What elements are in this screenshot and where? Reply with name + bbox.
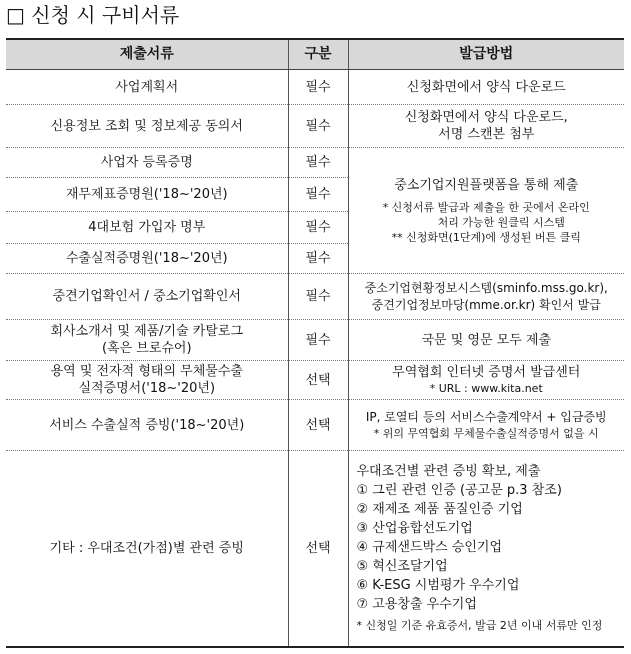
table-row — [6, 320, 624, 361]
table-row — [6, 361, 624, 400]
list-item: ① 그린 관련 인증 (공고문 p.3 참조) — [356, 482, 562, 498]
doc-cell: 수출실적증명원('18~'20년) — [6, 244, 288, 274]
other-method-note: * 신청일 기준 유효증서, 발급 2년 이내 서류만 인정 — [356, 618, 603, 632]
doc-line: (혹은 브로슈어) — [101, 341, 192, 356]
table-row — [6, 70, 624, 105]
doc-cell: 기타 : 우대조건(가점)별 관련 증빙 — [6, 451, 288, 647]
doc-cell: 서비스 수출실적 증빙('18~'20년) — [6, 400, 288, 451]
doc-cell: 사업자 등록증명 — [6, 148, 288, 178]
method-note: * URL : www.kita.net — [429, 382, 543, 395]
header-doc: 제출서류 — [6, 39, 288, 70]
type-cell: 선택 — [288, 400, 348, 451]
method-line: 서명 스캔본 첨부 — [438, 127, 535, 142]
method-cell: 국문 및 영문 모두 제출 — [348, 320, 624, 361]
table-row — [6, 274, 624, 320]
list-item: ③ 산업융합선도기업 — [356, 520, 473, 536]
doc-cell: 사업계획서 — [6, 70, 288, 105]
type-cell: 선택 — [288, 451, 348, 647]
type-cell: 필수 — [288, 244, 348, 274]
table-header-row — [6, 39, 624, 70]
type-cell: 필수 — [288, 148, 348, 178]
platform-note-1: * 신청서류 발급과 제출을 한 곳에서 온라인 — [382, 200, 590, 214]
doc-cell: 4대보험 가입자 명부 — [6, 212, 288, 244]
other-method-list — [353, 462, 621, 635]
method-line: IP, 로열티 등의 서비스수출계약서 + 입금증빙 — [365, 410, 607, 424]
method-note: * 위의 무역협회 무체물수출실적증명서 없을 시 — [373, 427, 599, 440]
platform-method-head: 중소기업지원플랫폼을 통해 제출 — [394, 177, 579, 193]
type-cell: 선택 — [288, 361, 348, 400]
table-row — [6, 105, 624, 148]
type-cell: 필수 — [288, 274, 348, 320]
table-row — [6, 148, 624, 178]
doc-cell — [6, 361, 288, 400]
list-item: ⑥ K-ESG 시범평가 우수기업 — [356, 577, 520, 593]
required-documents-table — [6, 38, 624, 648]
method-line: 신청화면에서 양식 다운로드, — [404, 110, 568, 125]
header-method: 발급방법 — [348, 39, 624, 70]
type-cell: 필수 — [288, 320, 348, 361]
doc-cell: 신용정보 조회 및 정보제공 동의서 — [6, 105, 288, 148]
type-cell: 필수 — [288, 105, 348, 148]
type-cell: 필수 — [288, 70, 348, 105]
doc-cell: 중견기업확인서 / 중소기업확인서 — [6, 274, 288, 320]
header-type: 구분 — [288, 39, 348, 70]
table-row — [6, 451, 624, 647]
platform-method-cell — [348, 148, 624, 274]
method-cell: 신청화면에서 양식 다운로드 — [348, 70, 624, 105]
list-item: ② 재제조 제품 품질인증 기업 — [356, 501, 523, 517]
method-cell — [348, 105, 624, 148]
other-method-head: 우대조건별 관련 증빙 확보, 제출 — [356, 463, 541, 479]
platform-note-2: ** 신청화면(1단계)에 생성된 버튼 클릭 — [391, 230, 581, 244]
section-title: □ 신청 시 구비서류 — [6, 3, 180, 27]
method-line: 무역협회 인터넷 증명서 발급센터 — [392, 365, 581, 380]
doc-cell — [6, 320, 288, 361]
list-item: ⑤ 혁신조달기업 — [356, 558, 448, 574]
list-item: ④ 규제샌드박스 승인기업 — [356, 539, 502, 555]
method-cell — [348, 274, 624, 320]
table-row — [6, 400, 624, 451]
doc-line: 회사소개서 및 제품/기술 카탈로그 — [50, 324, 244, 339]
method-cell — [348, 400, 624, 451]
method-cell — [348, 361, 624, 400]
doc-cell: 재무제표증명원('18~'20년) — [6, 178, 288, 212]
method-line: 중견기업정보마당(mme.or.kr) 확인서 발급 — [371, 297, 601, 312]
list-item: ⑦ 고용창출 우수기업 — [356, 596, 477, 612]
type-cell: 필수 — [288, 212, 348, 244]
doc-line: 용역 및 전자적 형태의 무체물수출 — [50, 364, 243, 379]
other-method-cell — [348, 451, 624, 647]
platform-note-1b: 처리 가능한 원클릭 시스템 — [437, 215, 565, 229]
doc-line: 실적증명서('18~'20년) — [78, 381, 216, 396]
type-cell: 필수 — [288, 178, 348, 212]
method-line: 중소기업현황정보시스템(sminfo.mss.go.kr), — [364, 280, 608, 295]
